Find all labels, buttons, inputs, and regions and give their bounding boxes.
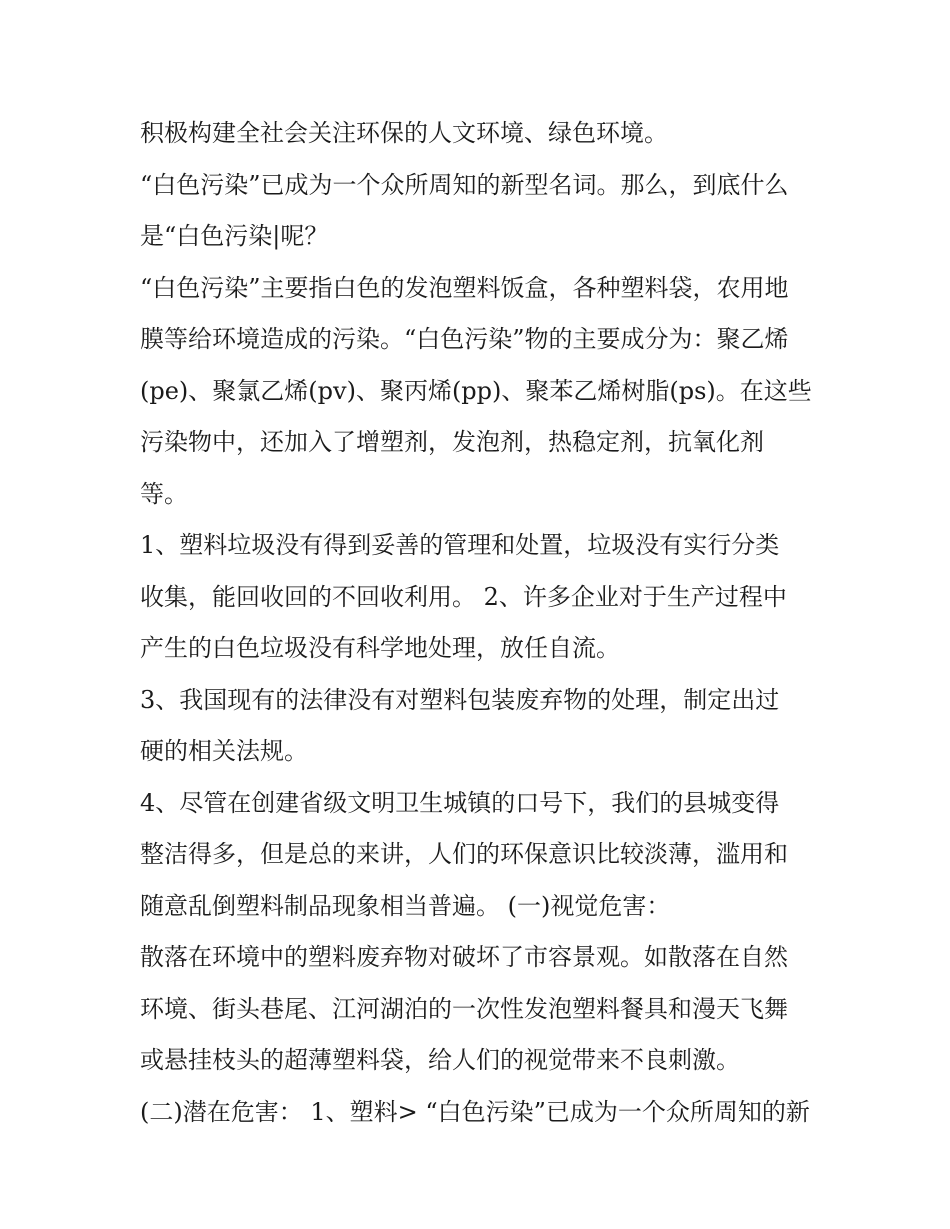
text-line: 等。 (140, 479, 188, 508)
text-line: 收集，能回收回的不回收利用。 2、许多企业对于生产过程中 (140, 582, 787, 611)
text-line: 1、塑料垃圾没有得到妥善的管理和处置，垃圾没有实行分类 (140, 531, 780, 559)
text-line: 环境、街头巷尾、江河湖泊的一次性发泡塑料餐具和漫天飞舞 (140, 994, 788, 1023)
text-line: 是“白色污染|呢？ (140, 222, 329, 250)
text-line: 硬的相关法规。 (140, 737, 308, 765)
text-line: “白色污染”主要指白色的发泡塑料饭盒，各种塑料袋，农用地 (140, 273, 789, 302)
text-line: 散落在环境中的塑料废弃物对破坏了市容景观。如散落在自然 (140, 943, 788, 971)
text-line: 4、尽管在创建省级文明卫生城镇的口号下，我们的县城变得 (140, 788, 780, 817)
text-line: 整洁得多，但是总的来讲，人们的环保意识比较淡薄，滥用和 (140, 840, 788, 868)
text-line: 或悬挂枝头的超薄塑料袋，给人们的视觉带来不良刺激。 (140, 1046, 740, 1074)
text-line: 3、我国现有的法律没有对塑料包装废弃物的处理，制定出过 (140, 685, 780, 714)
text-line: (pe)、聚氯乙烯(pv)、聚丙烯(pp)、聚苯乙烯树脂(ps)。在这些 (140, 376, 812, 405)
text-line: “白色污染”已成为一个众所周知的新型名词。那么，到底什么 (140, 170, 789, 199)
text-line: 产生的白色垃圾没有科学地处理，放任自流。 (140, 634, 620, 662)
text-line: 膜等给环境造成的污染。“白色污染”物的主要成分为：聚乙烯 (140, 325, 789, 353)
text-line: (二)潜在危害： 1、塑料> “白色污染”已成为一个众所周知的新 (140, 1097, 810, 1126)
document-body (140, 108, 820, 1138)
text-line: 随意乱倒塑料制品现象相当普遍。 (一)视觉危害： (140, 891, 671, 920)
text-line: 积极构建全社会关注环保的人文环境、绿色环境。 (140, 119, 668, 147)
text-line: 污染物中，还加入了增塑剂，发泡剂，热稳定剂，抗氧化剂 (140, 428, 764, 456)
